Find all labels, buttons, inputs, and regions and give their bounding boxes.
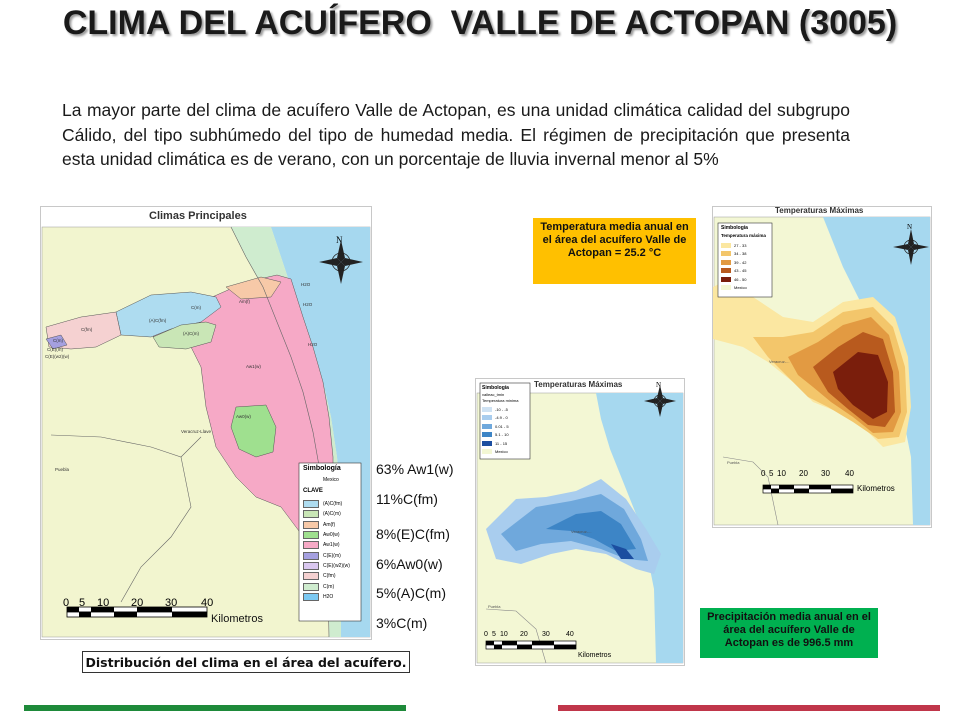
legend-row (303, 592, 359, 602)
legend-row (303, 530, 359, 540)
legend-label: (A)C(m) (323, 511, 341, 518)
legend-label: 5.1 - 10 (495, 432, 509, 438)
legend-swatch (303, 572, 319, 580)
climate-scale-ticks (61, 597, 241, 609)
map-zone-label: C(m) (53, 338, 63, 343)
scale-tick-label: 20 (131, 597, 144, 609)
legend-swatch (482, 441, 492, 446)
legend-label: 11 - 15 (495, 440, 508, 446)
legend-swatch (303, 531, 319, 539)
legend-row (721, 258, 769, 267)
legend-label: C(fm) (323, 573, 336, 580)
map-zone-label: H2O (308, 342, 318, 347)
footer-bar-red (558, 705, 940, 711)
north-label: N (656, 381, 662, 389)
precip-caption: Precipitación media anual en el área del acuífero Valle de Actopan es de 996.5 mm (700, 608, 878, 658)
legend-swatch (303, 521, 319, 529)
climate-map (40, 206, 372, 640)
legend-label: Mexico (495, 449, 508, 455)
legend-swatch (482, 424, 492, 429)
scale-unit: Kilometros (211, 613, 263, 625)
legend-swatch (482, 407, 492, 412)
legend-label: 34 - 38 (734, 251, 747, 257)
legend-label: Aw1(w) (323, 542, 340, 549)
legend-row (721, 284, 769, 293)
legend-row (721, 241, 769, 250)
page-title: CLIMA DEL ACUÍFERO VALLE DE ACTOPAN (3005) (62, 4, 898, 42)
legend-row (303, 509, 359, 519)
scale-tick-label: 10 (97, 597, 110, 609)
legend-label: Am(f) (323, 521, 336, 528)
legend-swatch (303, 593, 319, 601)
legend-swatch (482, 415, 492, 420)
map-zone-label: Veracruz-Llave (181, 429, 212, 434)
climate-percentage: 63% Aw1(w) (376, 461, 454, 477)
map-zone-label: H2O (301, 282, 311, 287)
legend-label: 43 - 45 (734, 268, 747, 274)
legend-row (303, 499, 359, 509)
legend-title: Simbología (303, 465, 341, 472)
scale-tick-label: 40 (566, 631, 574, 638)
legend-swatch (721, 260, 731, 265)
legend-row (482, 422, 528, 431)
min-temp-place-veracruz: Veracruz-... (571, 529, 592, 534)
legend-row (303, 520, 359, 530)
climate-legend-items (303, 499, 359, 602)
legend-row (482, 439, 528, 448)
map-zone-label: Aw0(w) (236, 414, 251, 419)
map-zone-label: C(E)(m) (47, 347, 63, 352)
min-temp-legend-sub2: Temperatura minima (482, 398, 519, 403)
min-temp-scale-ticks (484, 631, 594, 641)
max-temp-map (712, 206, 932, 528)
legend-row (482, 448, 528, 457)
scale-tick-label: 5 (79, 597, 86, 609)
min-temp-legend-subtitle: valleac_tmin (482, 392, 505, 397)
max-temp-place-veracruz: Veracruz-... (769, 359, 790, 364)
legend-swatch (303, 552, 319, 560)
min-temp-place-puebla: Puebla (488, 604, 501, 609)
max-temp-legend-items (721, 241, 769, 292)
climate-percentage: 6%Aw0(w) (376, 556, 443, 572)
max-temp-scale-bar (763, 485, 853, 493)
legend-label: 46 - 50 (734, 276, 747, 282)
min-temp-legend-title: Simbología (482, 385, 509, 391)
map-zone-label: Aw1(w) (246, 364, 261, 369)
legend-row (482, 405, 528, 414)
max-temp-place-puebla: Puebla (727, 460, 740, 465)
legend-label: -4.9 - 0 (495, 415, 508, 421)
legend-label: H2O (323, 593, 334, 600)
scale-tick-label: 5 (492, 631, 496, 638)
legend-swatch (303, 583, 319, 591)
scale-tick-label: 0 (484, 631, 488, 638)
map-zone-label: Puebla (55, 467, 70, 472)
legend-label: Mexico (734, 285, 747, 291)
legend-swatch (303, 510, 319, 518)
scale-tick-label: 40 (845, 469, 854, 478)
legend-row (721, 267, 769, 276)
scale-tick-label: 0 (63, 597, 70, 609)
map-zone-label: (A)C(fm) (149, 318, 167, 323)
legend-row (721, 250, 769, 259)
legend-label: 39 - 42 (734, 259, 747, 265)
legend-row (303, 581, 359, 591)
intro-paragraph: La mayor parte del clima de acuífero Valle de Actopan, es una unidad climática calidad del subgrupo Cálido, del tipo subhúmedo del tipo de humedad media. El régimen de precipitación que presenta esta unidad climática es de verano, con un porcentaje de lluvia invernal menor al 5% (62, 100, 850, 169)
legend-swatch (303, 541, 319, 549)
min-temp-scale-bar (486, 641, 576, 649)
scale-tick-label: 30 (821, 469, 830, 478)
legend-swatch (721, 268, 731, 273)
scale-tick-label: 40 (201, 597, 214, 609)
scale-tick-label: 5 (769, 469, 774, 478)
north-label: N (907, 223, 913, 231)
legend-row (482, 414, 528, 423)
legend-swatch (721, 251, 731, 256)
min-temp-map-title: Temperaturas Máximas (534, 380, 623, 389)
map-zone-label: Am(f) (239, 299, 250, 304)
legend-label: -10 - -5 (495, 406, 508, 412)
legend-label: 27 - 33 (734, 242, 747, 248)
legend-label: (A)C(fm) (323, 501, 343, 508)
legend-mexico: Mexico (323, 477, 339, 483)
legend-swatch (721, 277, 731, 282)
legend-label: C(E)(m) (323, 552, 341, 559)
min-temp-scale-unit: Kilometros (578, 652, 612, 659)
legend-row (303, 540, 359, 550)
legend-row (303, 550, 359, 560)
north-label: N (336, 235, 343, 245)
scale-tick-label: 10 (500, 631, 508, 638)
legend-label: 0.01 - 5 (495, 423, 509, 429)
min-temp-map (475, 378, 685, 666)
max-temp-scale-unit: Kilometros (857, 484, 895, 493)
map-zone-label: C(fm) (81, 327, 93, 332)
scale-tick-label: 30 (165, 597, 178, 609)
max-temp-legend-title: Simbología (721, 225, 748, 231)
climate-percentage: 3%C(m) (376, 615, 428, 631)
max-temp-scale-ticks (761, 469, 871, 481)
legend-label: Aw0(w) (323, 532, 340, 539)
legend-row (303, 561, 359, 571)
climate-percentage: 5%(A)C(m) (376, 585, 446, 601)
scale-tick-label: 20 (520, 631, 528, 638)
climate-percentage: 11%C(fm) (376, 491, 438, 507)
distribution-caption: Distribución del clima en el área del acuífero. (82, 651, 410, 673)
legend-swatch (721, 285, 731, 290)
min-temp-legend-items (482, 405, 528, 456)
climate-map-title: Climas Principales (149, 210, 247, 222)
max-temp-map-title: Temperaturas Máximas (775, 206, 864, 215)
legend-swatch (303, 500, 319, 508)
temp-caption: Temperatura media anual en el área del acuífero Valle de Actopan = 25.2 °C (533, 218, 696, 284)
map-zone-label: C(E)(w2)(w) (45, 354, 70, 359)
map-zone-label: (A)C(m) (183, 331, 199, 336)
legend-row (303, 571, 359, 581)
legend-label: C(E)(w2)(w) (323, 562, 350, 569)
legend-label: C(m) (323, 583, 335, 590)
legend-swatch (482, 432, 492, 437)
legend-swatch (482, 449, 492, 454)
legend-swatch (721, 243, 731, 248)
legend-swatch (303, 562, 319, 570)
legend-row (482, 431, 528, 440)
map-zone-label: H2O (303, 302, 313, 307)
scale-tick-label: 10 (777, 469, 786, 478)
scale-tick-label: 20 (799, 469, 808, 478)
legend-row (721, 275, 769, 284)
climate-percentage: 8%(E)C(fm) (376, 526, 450, 542)
footer-bar-green (24, 705, 406, 711)
max-temp-legend-subtitle: Temperatura máxima (721, 233, 766, 238)
legend-clave: CLAVE (303, 488, 323, 494)
scale-tick-label: 30 (542, 631, 550, 638)
map-zone-label: C(m) (191, 305, 201, 310)
scale-tick-label: 0 (761, 469, 766, 478)
